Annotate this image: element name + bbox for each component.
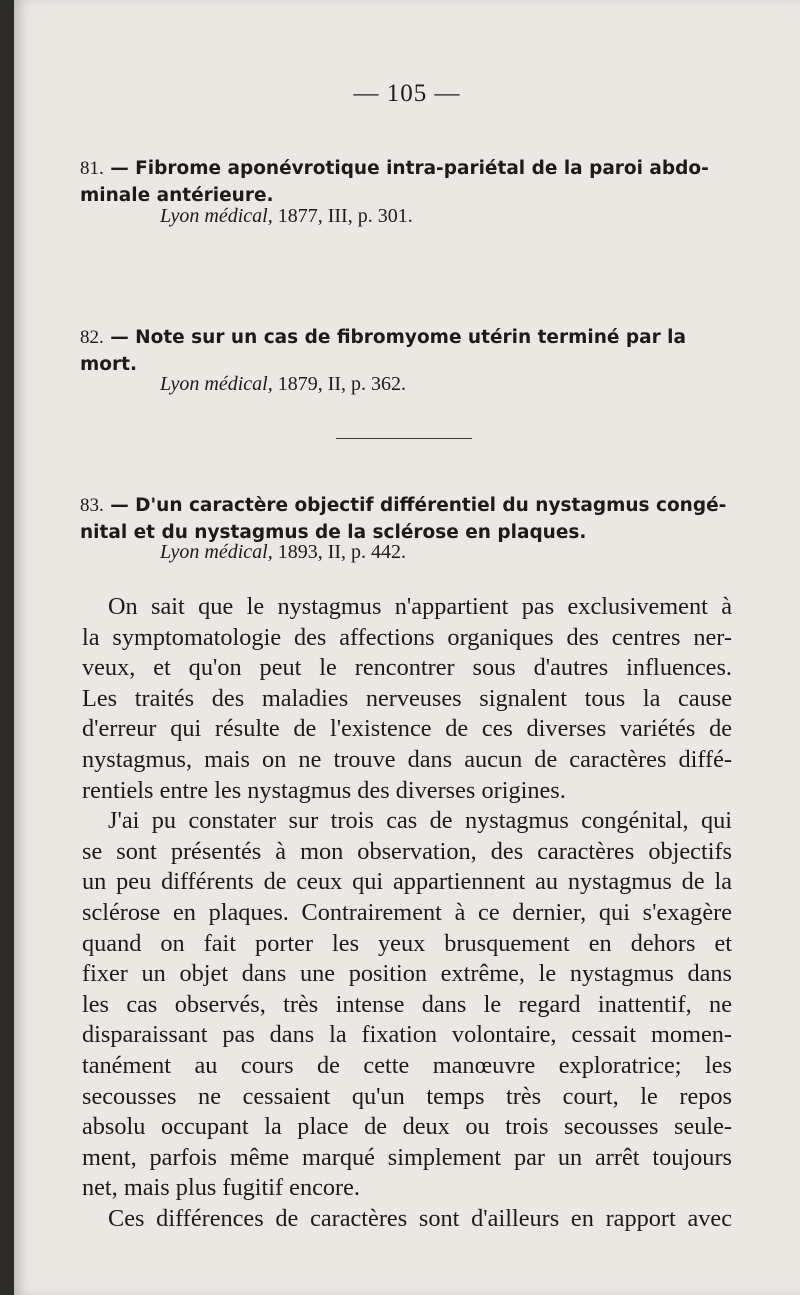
entry-81-ref-details: 1877, III, p. 301. bbox=[272, 205, 413, 227]
body-line: quand on fait porter les yeux brusquement en dehors et bbox=[82, 929, 732, 957]
entry-82-title-line-2: mort. bbox=[80, 354, 137, 375]
section-divider bbox=[336, 438, 472, 439]
body-line: les cas observés, très intense dans le regard inattentif, ne bbox=[82, 990, 732, 1018]
body-line: net, mais plus fugitif encore. bbox=[82, 1174, 360, 1202]
entry-82-journal: Lyon médical, bbox=[160, 373, 273, 395]
entry-83-ref-details: 1893, II, p. 442. bbox=[272, 541, 407, 563]
entry-83-journal: Lyon médical, bbox=[160, 541, 273, 563]
entry-81-number: 81. bbox=[80, 158, 104, 179]
body-line: se sont présentés à mon observation, des caractères objectifs bbox=[82, 837, 732, 865]
page-number: — 105 — bbox=[353, 80, 461, 107]
entry-81-heading bbox=[80, 155, 740, 209]
body-line: Les traités des maladies nerveuses signalent tous la cause bbox=[82, 684, 732, 712]
entry-83-title-line-2: nital et du nystagmus de la sclérose en plaques. bbox=[80, 522, 587, 543]
entry-82-ref-details: 1879, II, p. 362. bbox=[272, 373, 407, 395]
entry-83-number: 83. bbox=[80, 495, 104, 516]
book-page bbox=[14, 0, 800, 1295]
body-line: sclérose en plaques. Contrairement à ce dernier, qui s'exagère bbox=[82, 898, 732, 926]
entry-81-reference bbox=[160, 205, 413, 228]
body-line: ment, parfois même marqué simplement par un arrêt toujours bbox=[82, 1143, 732, 1171]
body-text bbox=[82, 592, 732, 1234]
body-line: Ces différences de caractères sont d'ailleurs en rapport avec bbox=[108, 1204, 732, 1232]
entry-81-journal: Lyon médical, bbox=[160, 205, 273, 227]
body-line: absolu occupant la place de deux ou trois secousses seule- bbox=[82, 1113, 732, 1141]
body-line: disparaissant pas dans la fixation volontaire, cessait momen- bbox=[82, 1021, 732, 1049]
body-line: tanément au cours de cette manœuvre exploratrice; les bbox=[82, 1051, 732, 1079]
body-line: veux, et qu'on peut le rencontrer sous d'autres influences. bbox=[82, 654, 732, 682]
body-line: secousses ne cessaient qu'un temps très court, le repos bbox=[82, 1082, 732, 1110]
entry-82-title-line-1: — Note sur un cas de fibromyome utérin terminé par la bbox=[110, 327, 686, 348]
entry-81-title-line-2: minale antérieure. bbox=[80, 185, 274, 206]
entry-83-reference bbox=[160, 541, 406, 564]
entry-82-heading bbox=[80, 324, 740, 378]
body-line: J'ai pu constater sur trois cas de nystagmus congénital, qui bbox=[108, 807, 732, 835]
body-line: On sait que le nystagmus n'appartient pas exclusivement à bbox=[108, 593, 732, 620]
body-line: d'erreur qui résulte de l'existence de ces diverses variétés de bbox=[82, 715, 732, 743]
entry-83-title-line-1: — D'un caractère objectif différentiel du nystagmus congé- bbox=[110, 495, 727, 516]
body-line: la symptomatologie des affections organiques des centres ner- bbox=[82, 623, 732, 651]
body-line: un peu différents de ceux qui appartiennent au nystagmus de la bbox=[82, 868, 732, 896]
entry-81-title-line-1: — Fibrome aponévrotique intra-pariétal de la paroi abdo- bbox=[110, 158, 709, 179]
entry-82-number: 82. bbox=[80, 327, 104, 348]
entry-83-heading bbox=[80, 492, 740, 546]
body-line: rentiels entre les nystagmus des diverses origines. bbox=[82, 776, 566, 804]
body-line: fixer un objet dans une position extrême, le nystagmus dans bbox=[82, 960, 732, 988]
entry-82-reference bbox=[160, 373, 406, 396]
body-line: nystagmus, mais on ne trouve dans aucun de caractères diffé- bbox=[82, 745, 732, 773]
